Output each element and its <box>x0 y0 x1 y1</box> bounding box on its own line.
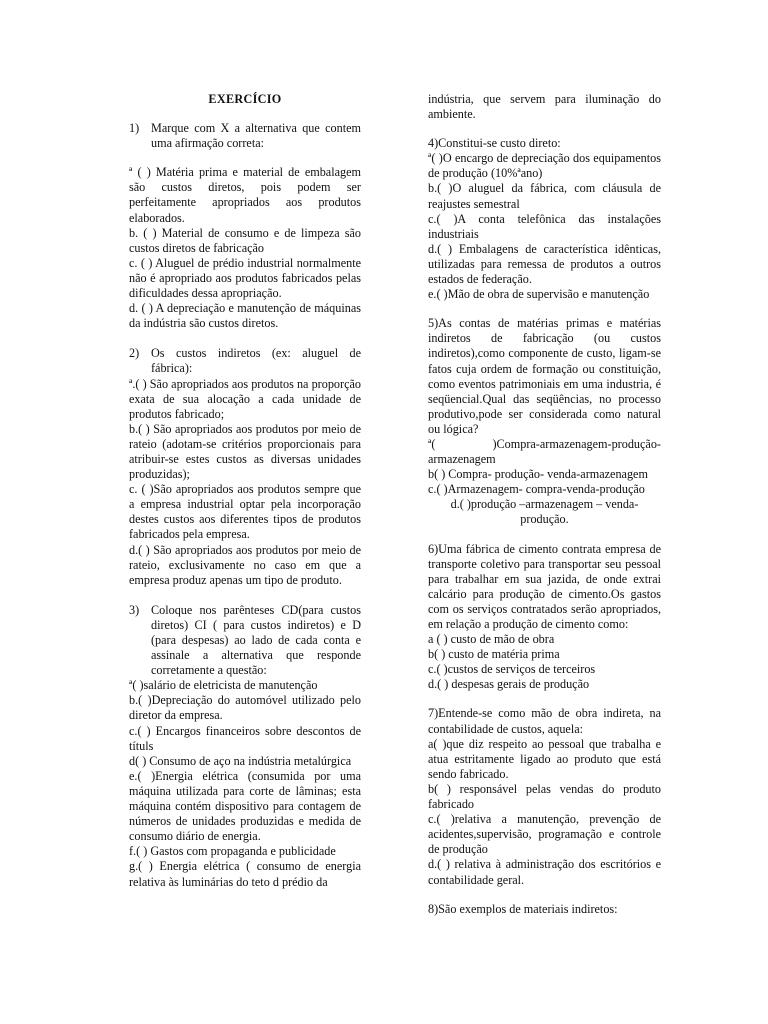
question-7-option-c: c.( )relativa a manutenção, prevenção de acidentes,supervisão, programação e controle de produção <box>428 812 661 857</box>
question-3-option-b: b.( )Depreciação do automóvel utilizado pelo diretor da empresa. <box>129 693 361 723</box>
question-7-option-a: a( )que diz respeito ao pessoal que trabalha e atua estritamente ligado ao produto que está sendo fabricado. <box>428 736 661 781</box>
question-1-number: 1) <box>129 121 140 136</box>
continuation-text: indústria, que servem para iluminação do ambiente. <box>428 92 661 122</box>
question-6 <box>428 542 661 693</box>
question-4-option-d: d.( ) Embalagens de característica idênticas, utilizadas para remessa de produtos a outros estados de federação. <box>428 241 661 287</box>
question-1-option-c: c. ( ) Aluguel de prédio industrial normalmente não é apropriado aos produtos fabricados pelas dificuldades dessa apropriação. <box>129 255 361 301</box>
question-3-continuation <box>428 92 661 122</box>
question-2-text: Os custos indiretos (ex: aluguel de fábrica): <box>151 346 361 376</box>
question-2-option-b: b.( ) São apropriados aos produtos por meio de rateio (adotam-se critérios proporcionais para atribuir-se estes custos as diversas unidades produzidas); <box>129 421 361 482</box>
question-3-number: 3) <box>129 602 140 617</box>
question-3-option-d: d( ) Consumo de aço na indústria metalúrgica <box>129 753 352 768</box>
exercise-title: EXERCÍCIO <box>208 92 282 106</box>
right-column <box>428 92 661 931</box>
question-1-option-a: ª ( ) Matéria prima e material de embalagem são custos diretos, pois podem ser perfeitamente apropriados aos produtos elaborados. <box>129 165 361 225</box>
question-5-option-c: c.( )Armazenagem- compra-venda-produção <box>428 482 645 497</box>
question-6-option-a: a ( ) custo de mão de obra <box>428 632 555 647</box>
question-3-text: Coloque nos parênteses CD(para custos diretos) CI ( para custos indiretos) e D (para despesas) ao lado de cada conta e assinale a alternativa que responde corretamente a questão: <box>151 602 361 678</box>
question-2 <box>129 346 361 588</box>
left-column <box>129 92 361 905</box>
question-3-option-a: ª( )salário de eletricista de manutenção <box>129 678 318 693</box>
question-6-text: 6)Uma fábrica de cimento contrata empresa de transporte coletivo para transportar seu pessoal para trabalhar em sua jazida, de onde extrai calcário para produção de cimento.Os gastos com os serviços contratados serão apropriados, em relação a produção de cimento como: <box>428 541 661 631</box>
question-7-text: 7)Entende-se como mão de obra indireta, na contabilidade de custos, aquela: <box>428 706 661 736</box>
question-4-option-e: e.( )Mão de obra de supervisão e manutenção <box>428 287 650 302</box>
question-5-option-b: b( ) Compra- produção- venda-armazenagem <box>428 467 648 482</box>
question-4 <box>428 136 661 302</box>
question-7-option-d: d.( ) relativa à administração dos escritórios e contabilidade geral. <box>428 857 661 887</box>
question-8 <box>428 902 661 917</box>
question-4-option-c: c.( )A conta telefônica das instalações industriais <box>428 211 661 241</box>
question-7 <box>428 706 661 887</box>
question-2-number: 2) <box>129 346 140 361</box>
question-6-option-c: c.( )custos de serviços de terceiros <box>428 662 596 677</box>
question-5-option-a: ª( )Compra-armazenagem-produção-armazenagem <box>428 436 661 467</box>
question-2-option-a: ª.( ) São apropriados aos produtos na proporção exata de sua alocação a cada unidade de produtos fabricado; <box>129 376 361 421</box>
question-5 <box>428 316 661 527</box>
question-3-option-e: e.( )Energia elétrica (consumida por uma máquina utilizada para corte de lâminas; esta máquina contém dispositivo para contagem de números de unidades produzidas e medida de consumo diário de energia. <box>129 768 361 844</box>
question-4-option-a: ª( )O encargo de depreciação dos equipamentos de produção (10%ªano) <box>428 151 661 181</box>
question-6-option-d: d.( ) despesas gerais de produção <box>428 677 590 692</box>
question-7-option-b: b( ) responsável pelas vendas do produto fabricado <box>428 781 661 812</box>
question-1-text: Marque com X a alternativa que contem uma afirmação correta: <box>151 121 361 151</box>
question-3-option-g: g.( ) Energia elétrica ( consumo de energia relativa às luminárias do teto d prédio da <box>129 859 361 889</box>
question-5-text: 5)As contas de matérias primas e matérias indiretos de fabricação (ou custos indiretos),como componente de custo, ligam-se fatos cuja ordem de formação ou constituição, como eventos patrimoniais em uma industria, é seqüencial.Qual das seqüências, no processo produtivo,pode ser considerada como natural ou lógica? <box>428 316 661 436</box>
question-3 <box>129 603 361 890</box>
question-1-option-d: d. ( ) A depreciação e manutenção de máquinas da indústria são custos diretos. <box>129 301 361 331</box>
question-8-text: 8)São exemplos de materiais indiretos: <box>428 901 618 916</box>
question-4-option-b: b.( )O aluguel da fábrica, com cláusula de reajustes semestral <box>428 181 661 211</box>
question-3-option-f: f.( ) Gastos com propaganda e publicidade <box>129 844 336 859</box>
question-1 <box>129 121 361 331</box>
question-1-option-b: b. ( ) Material de consumo e de limpeza são custos diretos de fabricação <box>129 225 361 255</box>
question-3-option-c: c.( ) Encargos financeiros sobre descontos de títuls <box>129 723 361 753</box>
question-2-option-c: c. ( )São apropriados aos produtos sempre que a empresa industrial optar pela incorporação destes custos aos diferentes tipos de produtos fabricados pela empresa. <box>129 482 361 542</box>
question-4-text: 4)Constitui-se custo direto: <box>428 136 561 151</box>
question-2-option-d: d.( ) São apropriados aos produtos por meio de rateio, exclusivamente no caso em que a empresa produz apenas um tipo de produto. <box>129 542 361 587</box>
question-6-option-b: b( ) custo de matéria prima <box>428 647 560 662</box>
question-5-option-d: d.( )produção –armazenagem – venda-produção. <box>450 497 639 527</box>
